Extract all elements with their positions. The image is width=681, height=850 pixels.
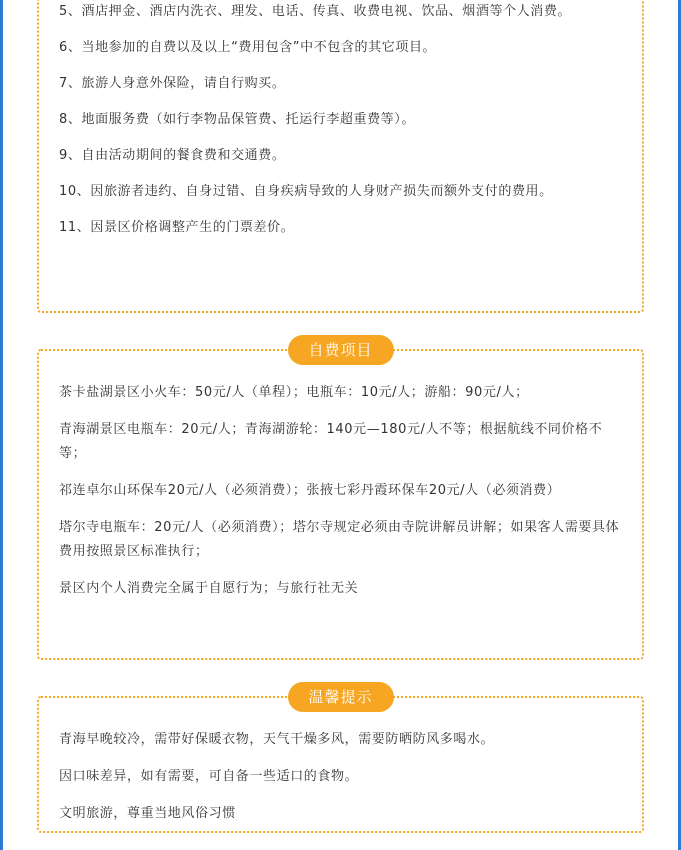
optional-item: 茶卡盐湖景区小火车：50元/人（单程）；电瓶车：10元/人；游船：90元/人； xyxy=(59,385,529,400)
optional-item: 祁连卓尔山环保车20元/人（必须消费）；张掖七彩丹霞环保车20元/人（必须消费） xyxy=(59,483,561,498)
tip-item: 青海早晚较冷，需带好保暖衣物，天气干燥多风，需要防晒防风多喝水。 xyxy=(59,732,495,747)
optional-item: 青海湖景区电瓶车：20元/人；青海湖游轮：140元—180元/人不等；根据航线不同价格不等； xyxy=(59,422,603,461)
optional-item: 景区内个人消费完全属于自愿行为；与旅行社无关 xyxy=(59,581,359,596)
costs-excluded-item: 10、因旅游者违约、自身过错、自身疾病导致的人身财产损失而额外支付的费用。 xyxy=(59,184,553,199)
costs-excluded-item: 8、地面服务费（如行李物品保管费、托运行李超重费等）。 xyxy=(59,112,415,127)
costs-excluded-item: 11、因景区价格调整产生的门票差价。 xyxy=(59,220,295,235)
tip-item: 因口味差异，如有需要，可自备一些适口的食物。 xyxy=(59,769,359,784)
costs-excluded-item: 5、酒店押金、酒店内洗衣、理发、电话、传真、收费电视、饮品、烟酒等个人消费。 xyxy=(59,4,572,19)
optional-items-title: 自费项目 xyxy=(288,335,394,365)
tips-section xyxy=(37,688,644,833)
costs-excluded-item: 7、旅游人身意外保险，请自行购买。 xyxy=(59,76,286,91)
optional-item: 塔尔寺电瓶车：20元/人（必须消费）；塔尔寺规定必须由寺院讲解员讲解；如果客人需要具体费用按照景区标准执行； xyxy=(59,520,620,559)
costs-excluded-section xyxy=(37,0,644,313)
costs-excluded-item: 9、自由活动期间的餐食费和交通费。 xyxy=(59,148,286,163)
optional-items-section xyxy=(37,341,644,660)
tip-item: 文明旅游，尊重当地风俗习惯 xyxy=(59,806,236,821)
costs-excluded-item: 6、当地参加的自费以及以上“费用包含”中不包含的其它项目。 xyxy=(59,40,437,55)
left-edge-border xyxy=(0,0,3,850)
tips-title: 温馨提示 xyxy=(288,682,394,712)
